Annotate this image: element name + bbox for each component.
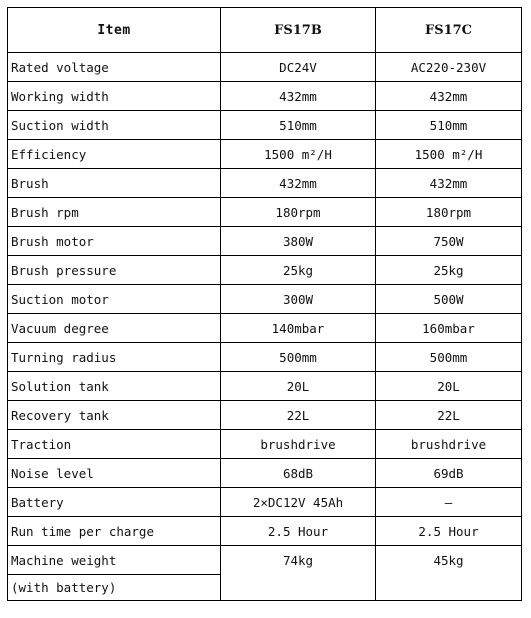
column-header-fs17b: FS17B <box>221 8 376 53</box>
row-label: Battery <box>8 488 221 517</box>
table-header-row <box>8 8 522 53</box>
fs17b-value: 68dB <box>221 459 376 488</box>
fs17b-value: 432mm <box>221 82 376 111</box>
fs17b-value: 500mm <box>221 343 376 372</box>
fs17b-value: 380W <box>221 227 376 256</box>
row-label: Brush <box>8 169 221 198</box>
row-label: Suction motor <box>8 285 221 314</box>
spec-table <box>7 7 522 601</box>
fs17c-value: 510mm <box>376 111 522 140</box>
fs17b-value: DC24V <box>221 53 376 82</box>
fs17c-value: 2.5 Hour <box>376 517 522 546</box>
row-label: Brush motor <box>8 227 221 256</box>
row-label: Noise level <box>8 459 221 488</box>
fs17b-value: 510mm <box>221 111 376 140</box>
row-label: Solution tank <box>8 372 221 401</box>
fs17b-value: 22L <box>221 401 376 430</box>
fs17b-value: 20L <box>221 372 376 401</box>
table-row <box>8 517 522 546</box>
fs17b-value: 25kg <box>221 256 376 285</box>
table-row <box>8 314 522 343</box>
fs17b-value: 2.5 Hour <box>221 517 376 546</box>
table-row <box>8 169 522 198</box>
table-row <box>8 256 522 285</box>
fs17c-value: 500mm <box>376 343 522 372</box>
column-header-fs17c: FS17C <box>376 8 522 53</box>
table-row-machine-weight <box>8 546 522 575</box>
fs17c-value: 750W <box>376 227 522 256</box>
fs17c-value: 432mm <box>376 169 522 198</box>
fs17c-value: 22L <box>376 401 522 430</box>
fs17b-value: brushdrive <box>221 430 376 459</box>
table-row <box>8 53 522 82</box>
fs17b-value: 74kg <box>221 546 376 601</box>
fs17c-value: 432mm <box>376 82 522 111</box>
row-label-note: (with battery) <box>8 575 221 601</box>
table-row <box>8 140 522 169</box>
row-label: Traction <box>8 430 221 459</box>
fs17b-value: 180rpm <box>221 198 376 227</box>
row-label: Turning radius <box>8 343 221 372</box>
column-header-item: Item <box>8 8 221 53</box>
row-label: Rated voltage <box>8 53 221 82</box>
table-row <box>8 198 522 227</box>
table-row <box>8 401 522 430</box>
row-label: Working width <box>8 82 221 111</box>
table-row <box>8 343 522 372</box>
fs17c-value: 20L <box>376 372 522 401</box>
fs17b-value: 2×DC12V 45Ah <box>221 488 376 517</box>
fs17b-value: 1500 m²/H <box>221 140 376 169</box>
fs17c-value: brushdrive <box>376 430 522 459</box>
fs17c-value: 180rpm <box>376 198 522 227</box>
row-label: Brush pressure <box>8 256 221 285</box>
row-label: Machine weight <box>8 546 221 575</box>
fs17c-value: 1500 m²/H <box>376 140 522 169</box>
table-row <box>8 82 522 111</box>
fs17b-value: 140mbar <box>221 314 376 343</box>
fs17c-value: 500W <box>376 285 522 314</box>
fs17c-value: AC220-230V <box>376 53 522 82</box>
table-row <box>8 285 522 314</box>
row-label: Efficiency <box>8 140 221 169</box>
fs17c-value: – <box>376 488 522 517</box>
row-label: Suction width <box>8 111 221 140</box>
fs17c-value: 160mbar <box>376 314 522 343</box>
row-label: Brush rpm <box>8 198 221 227</box>
table-row <box>8 488 522 517</box>
row-label: Run time per charge <box>8 517 221 546</box>
fs17c-value: 25kg <box>376 256 522 285</box>
fs17c-value: 69dB <box>376 459 522 488</box>
row-label: Recovery tank <box>8 401 221 430</box>
table-row <box>8 372 522 401</box>
fs17b-value: 432mm <box>221 169 376 198</box>
table-row <box>8 430 522 459</box>
fs17c-value: 45kg <box>376 546 522 601</box>
table-row <box>8 227 522 256</box>
row-label: Vacuum degree <box>8 314 221 343</box>
table-row <box>8 111 522 140</box>
table-row <box>8 459 522 488</box>
fs17b-value: 300W <box>221 285 376 314</box>
